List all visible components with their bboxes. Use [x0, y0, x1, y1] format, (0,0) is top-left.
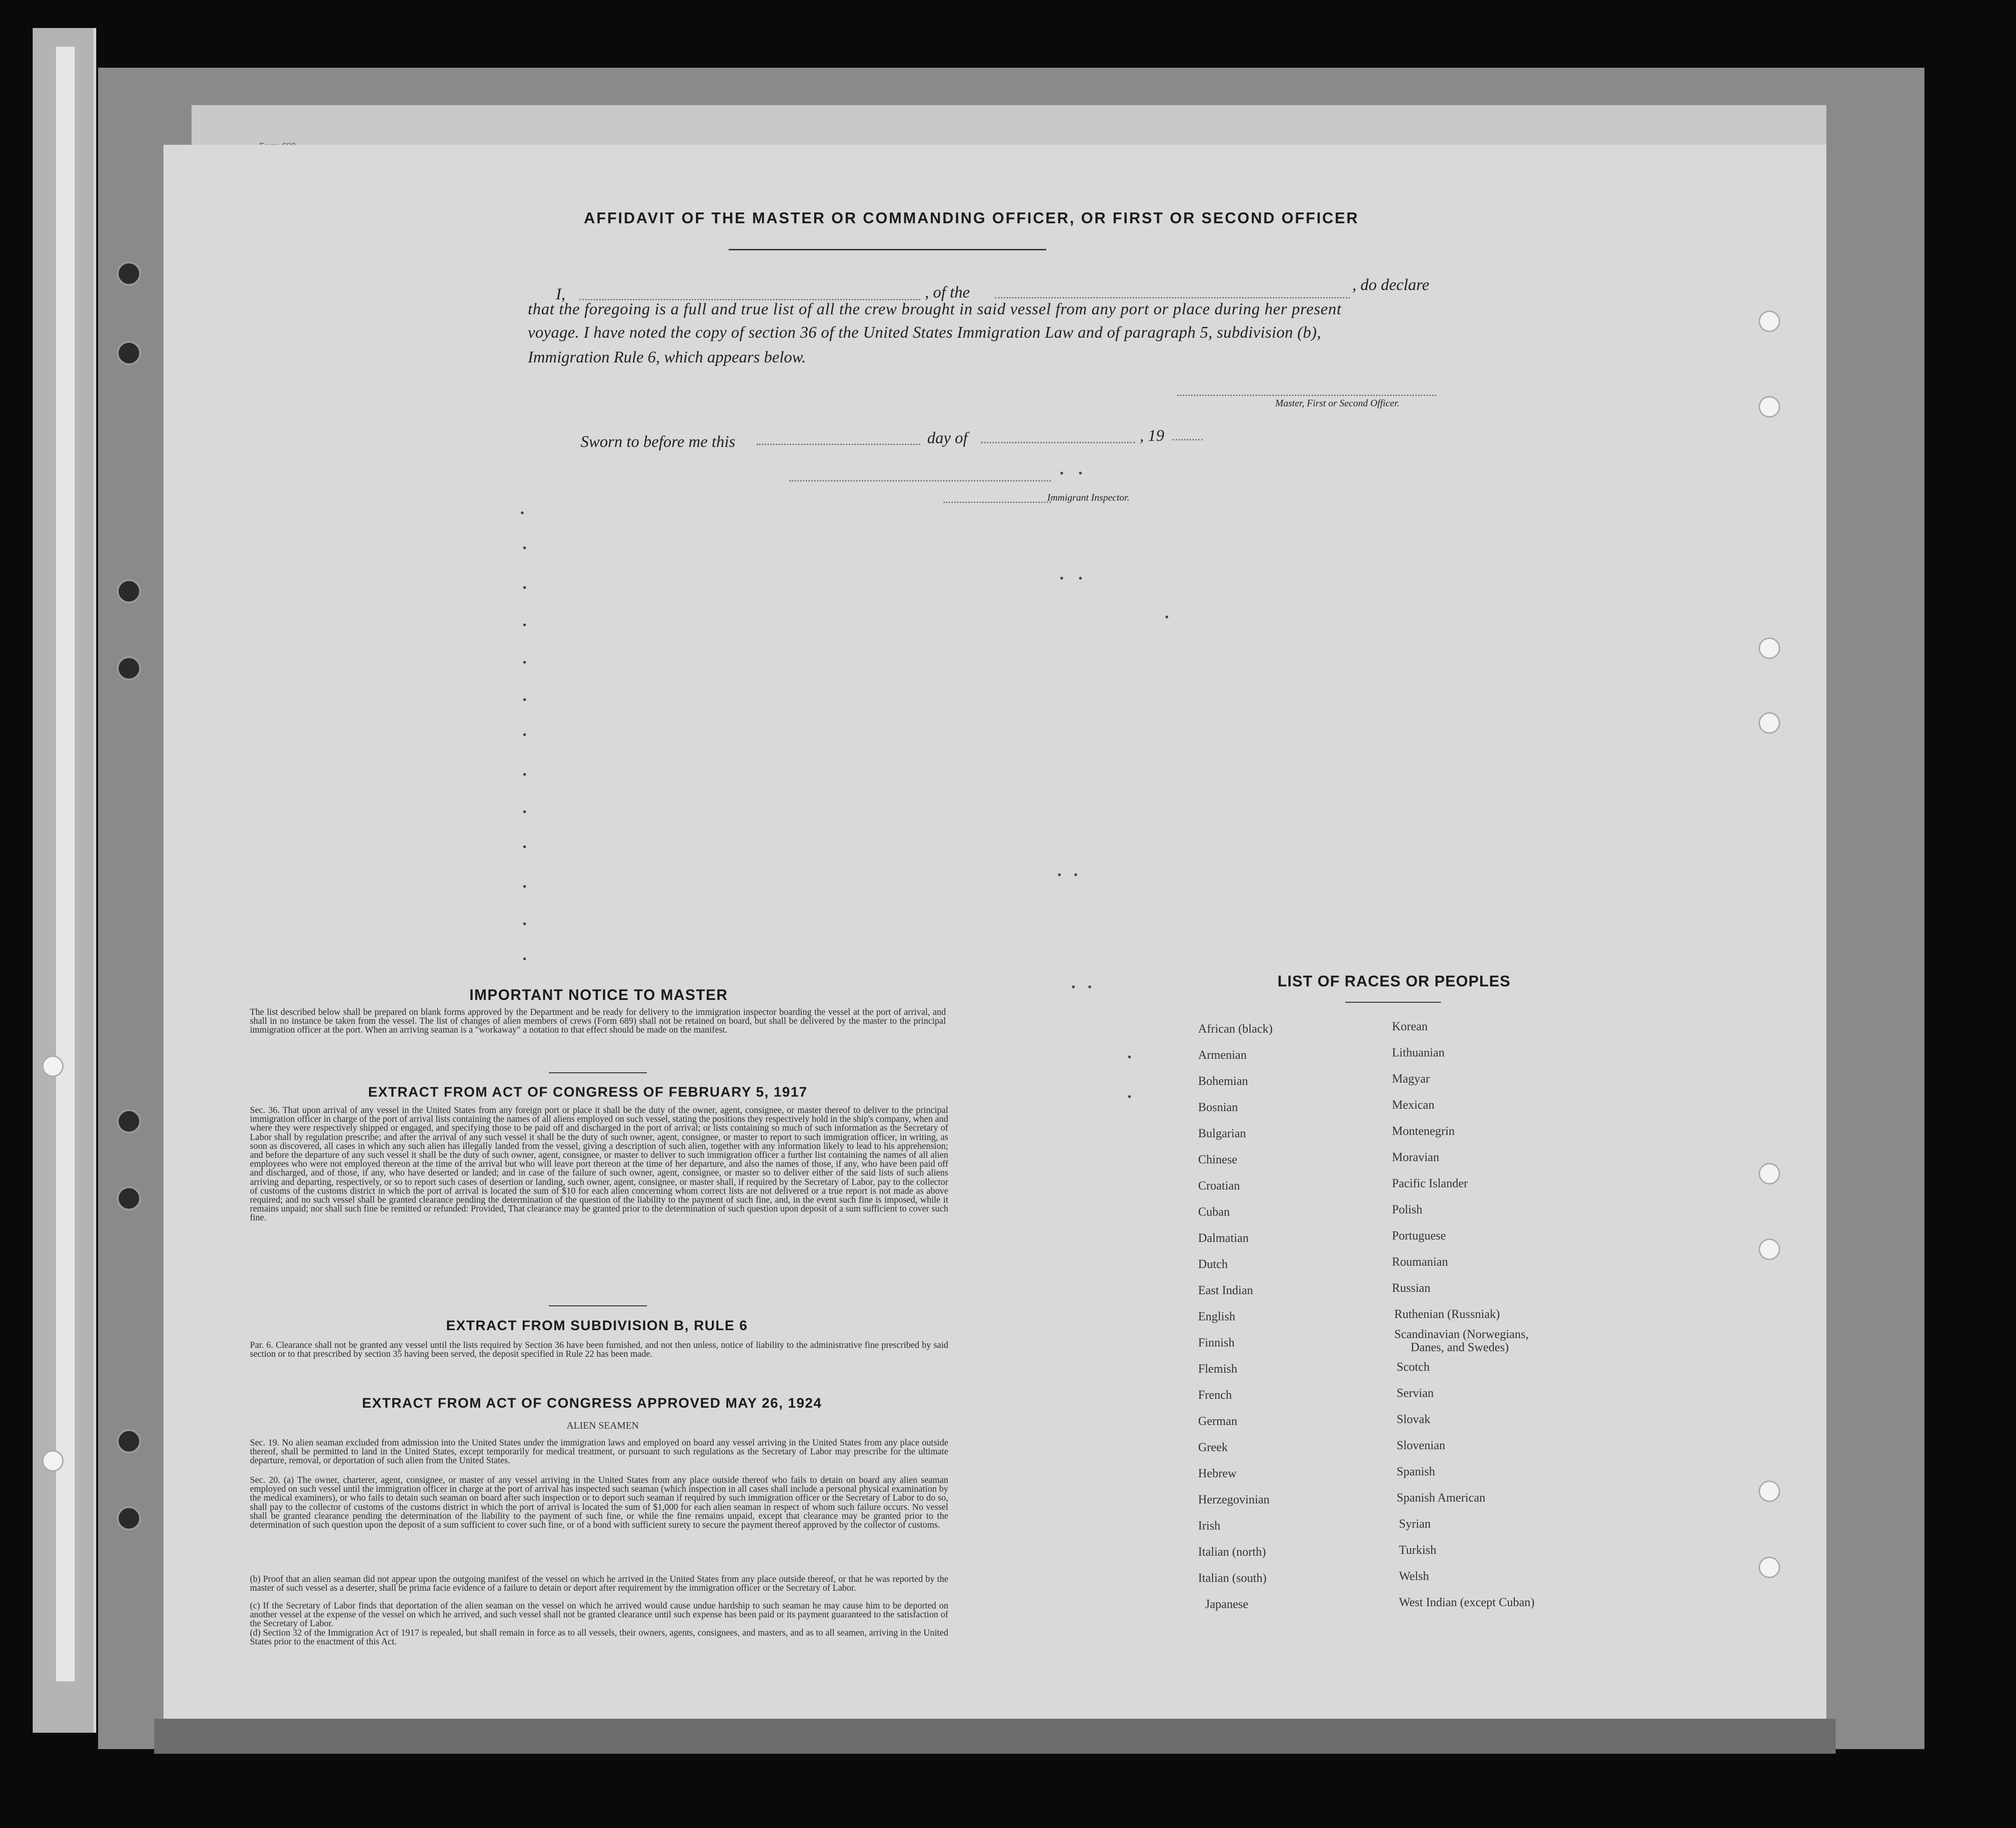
stray-mark [1079, 577, 1082, 580]
race-item: Lithuanian [1392, 1046, 1445, 1059]
binder-hole [42, 1450, 64, 1472]
race-item: Italian (north) [1198, 1545, 1266, 1559]
race-item: Roumanian [1392, 1255, 1448, 1268]
race-item: Armenian [1198, 1048, 1247, 1062]
race-item: Italian (south) [1198, 1571, 1267, 1585]
binder-hole [117, 656, 141, 680]
page-hole [1759, 712, 1780, 734]
vessel-blank [995, 297, 1350, 298]
race-item: Moravian [1392, 1150, 1440, 1164]
extract-rule6-body: Par. 6. Clearance shall not be granted any vessel until the lists required by Section 36 have been furnished, and not then unless, notice of liability to the administrative fine prescribed by said section or to that prescribed by section 35 having been served, the deposit specified in Rule 22 has been made. [250, 1340, 948, 1360]
race-item: Servian [1397, 1386, 1434, 1400]
race-item: African (black) [1198, 1022, 1273, 1035]
stray-mark [523, 546, 526, 549]
race-item: West Indian (except Cuban) [1399, 1595, 1535, 1609]
race-item: Flemish [1198, 1362, 1237, 1375]
stray-mark [523, 885, 526, 888]
month-blank [981, 442, 1135, 443]
stray-mark [523, 810, 526, 813]
race-item: Slovak [1397, 1412, 1431, 1426]
page-hole [1759, 1481, 1780, 1502]
extract-1924-subtitle: ALIEN SEAMEN [567, 1420, 639, 1431]
notice-title: IMPORTANT NOTICE TO MASTER [469, 986, 728, 1003]
day-blank [757, 444, 920, 445]
race-item: East Indian [1198, 1283, 1253, 1297]
extract-1924-sec20: Sec. 20. (a) The owner, charterer, agent, consignee, or master of any vessel arriving in the United States from any place outside thereof who fails to detain on board any alien seaman employed on such vessel until the immigration officer in charge at the port of arrival has inspected such seaman (which inspection in all cases shall include a personal physical examination by the medical examiners), or who fails to detain such seaman on board after such inspection or to deport such seaman if required by such immigration officer or the Secretary of Labor to do so, shall pay to the collector of customs of the customs district in which the port of arrival is located the sum of $1,000 for each alien seaman in respect of whom such failure occurs. No vessel shall be granted clearance pending the determination of the liability to the payment of such fine, or while the fine remains unpaid, except that clearance may be granted prior to the determination of such question upon the deposit of a sum sufficient to cover such fine, or of a bond with sufficient surety to secure the payment thereof approved by the collector of customs. [250, 1475, 948, 1530]
race-item: Russian [1392, 1281, 1431, 1295]
race-item: Bohemian [1198, 1074, 1248, 1088]
race-item: Hebrew [1198, 1467, 1237, 1480]
page-hole [1759, 396, 1780, 418]
races-title: LIST OF RACES OR PEOPLES [1278, 972, 1511, 990]
affidavit-i: I, [556, 285, 566, 303]
binder-hole [117, 1109, 141, 1134]
binder-hole [117, 1186, 141, 1211]
race-item: French [1198, 1388, 1232, 1402]
page-hole [1759, 1239, 1780, 1260]
page-hole [1759, 311, 1780, 332]
binder-hole [117, 1429, 141, 1453]
binder-hole [117, 341, 141, 365]
binder-hole [117, 579, 141, 603]
race-item: Spanish American [1397, 1491, 1485, 1504]
race-item: Portuguese [1392, 1229, 1446, 1242]
stray-mark [1058, 873, 1061, 876]
stray-mark [1088, 985, 1091, 988]
stray-mark [1060, 472, 1063, 475]
binder-bottom-edge [154, 1719, 1836, 1754]
race-item: Bulgarian [1198, 1127, 1246, 1140]
race-item: Dutch [1198, 1257, 1228, 1271]
extract-1924-sec20c: (c) If the Secretary of Labor finds that deportation of the alien seaman on the vessel on which he arrived would cause undue hardship to such seaman he may cause him to be deported on another vessel at the expense of the vessel on which he arrived, and such vessel shall not be granted clearance until such expense has been paid or its payment guaranteed to the satisfaction of the Secretary of Labor. [250, 1601, 948, 1629]
stray-mark [1060, 577, 1063, 580]
binder-hole [117, 1506, 141, 1530]
stray-mark [523, 733, 526, 736]
sworn-text: Sworn to before me this [581, 432, 736, 451]
extract-1924-title: EXTRACT FROM ACT OF CONGRESS APPROVED MAY 26, 1924 [362, 1396, 822, 1411]
race-item: German [1198, 1414, 1237, 1428]
year-blank [1172, 439, 1203, 440]
race-item: Magyar [1392, 1072, 1430, 1085]
stray-mark [523, 624, 526, 626]
stray-mark [523, 698, 526, 701]
race-item: Spanish [1397, 1465, 1435, 1478]
day-of: day of [927, 429, 968, 447]
page-hole [1759, 638, 1780, 659]
race-item: Scotch [1397, 1360, 1430, 1374]
race-item: Polish [1392, 1203, 1423, 1216]
affidavit-line2: that the foregoing is a full and true list of all the crew brought in said vessel from any port or place during her present [528, 300, 1342, 318]
race-item: Herzegovinian [1198, 1493, 1270, 1506]
extract-1924-sec20b: (b) Proof that an alien seaman did not appear upon the outgoing manifest of the vessel on which he arrived in the United States from any place outside thereof, or that he was reported by the master of such vessel as a deserter, shall be prima facie evidence of a failure to detain or deport after requirement by the immigration officer or the Secretary of Labor. [250, 1574, 948, 1594]
race-item: Montenegrin [1392, 1124, 1455, 1138]
extract-1917-body: Sec. 36. That upon arrival of any vessel in the United States from any foreign port or place it shall be the duty of the owner, agent, consignee, or master thereof to deliver to the principal immigration officer in charge of the port of arrival lists containing the names of all aliens employed on such vessel, stating the positions they respectively hold in the ship's company, when and where they were respectively shipped or engaged, and specifying those to be paid off and discharged in the port of arrival; or lists containing so much of such information as the Secretary of Labor shall by regulation prescribe; and after the arrival of any such vessel it shall be the duty of such owner, agent, consignee, or master to report to such immigration officer, in writing, as soon as discovered, all cases in which any such alien has illegally landed from the vessel, giving a description of such alien, together with any information likely to lead to his apprehension; and before the departure of any such vessel it shall be the duty of such owner, agent, consignee, or master to deliver to such immigration officer a further list containing the names of all alien employees who were not employed thereon at the time of the arrival but who will leave port thereon at the time of her departure, and also the names of those, if any, who have been paid off and discharged, and of those, if any, who have deserted or landed; and in case of the failure of such owner, agent, consignee, or master so to deliver either of the said lists of such aliens arriving and departing, respectively, or so to report such cases of desertion or landing, such owner, agent, consignee, or master shall, if required by the Secretary of Labor, pay to the collector of customs of the customs district in which the port of arrival is located the sum of $10 for each alien concerning whom correct lists are not delivered or a true report is not made as above required; and no such vessel shall be granted clearance pending the determination of the question of the liability to the payment of such fine, and, in the event such fine is imposed, while it remains unpaid; nor shall such fine be remitted or refunded: Provided, That clearance may be granted prior to the determination of such question upon deposit of a sum sufficient to cover such fine. [250, 1105, 948, 1223]
stray-mark [523, 922, 526, 925]
race-item: Irish [1198, 1519, 1221, 1532]
races-rule [1345, 1002, 1441, 1003]
affidavit-declare: , do declare [1352, 276, 1429, 294]
stray-mark [1128, 1095, 1131, 1098]
stray-mark [523, 586, 526, 589]
race-item: Croatian [1198, 1179, 1240, 1192]
race-item: Slovenian [1397, 1438, 1445, 1452]
affidavit-of-the: , of the [925, 283, 970, 301]
race-item: Scandinavian (Norwegians, [1394, 1327, 1529, 1341]
affidavit-line3: voyage. I have noted the copy of section 36 of the United States Immigration Law and of paragraph 5, subdivision (b), [528, 323, 1321, 341]
race-item: Syrian [1399, 1517, 1431, 1530]
race-item: Pacific Islander [1392, 1176, 1468, 1190]
extract-1924-sec19: Sec. 19. No alien seaman excluded from admission into the United States under the immigration laws and employed on board any vessel arriving in the United States from any place outside thereof, shall be permitted to land in the United States, except temporarily for medical treatment, or pursuant to such regulations as the Secretary of Labor may prescribe for the ultimate departure, removal, or deportation of such alien from the United States. [250, 1438, 948, 1466]
race-item: Greek [1198, 1440, 1228, 1454]
binder-hole [42, 1056, 64, 1077]
race-item: Turkish [1399, 1543, 1436, 1557]
stray-mark [1074, 873, 1077, 876]
year-prefix: , 19 [1140, 426, 1164, 445]
race-item: Danes, and Swedes) [1411, 1340, 1509, 1354]
page-hole [1759, 1163, 1780, 1184]
race-item: Welsh [1399, 1569, 1429, 1583]
stray-mark [523, 957, 526, 960]
binder-hole [117, 262, 141, 286]
notice-rule [549, 1072, 647, 1073]
binder-spine-highlight [56, 47, 75, 1681]
stray-mark [523, 845, 526, 848]
stray-mark [523, 773, 526, 776]
stray-mark [523, 661, 526, 664]
page-hole [1759, 1557, 1780, 1578]
race-item: Korean [1392, 1020, 1428, 1033]
stray-mark [1128, 1056, 1131, 1058]
stray-mark [521, 511, 524, 514]
affidavit-title: AFFIDAVIT OF THE MASTER OR COMMANDING OFFICER, OR FIRST OR SECOND OFFICER [584, 209, 1359, 227]
inspector-signature-blank [789, 480, 1051, 482]
master-signature-blank [1177, 395, 1436, 396]
race-item: Finnish [1198, 1336, 1235, 1349]
master-caption: Master, First or Second Officer. [1275, 397, 1399, 409]
extract-rule6-title: EXTRACT FROM SUBDIVISION B, RULE 6 [446, 1318, 748, 1333]
notice-body: The list described below shall be prepared on blank forms approved by the Department and be ready for delivery to the immigration inspector boarding the vessel at the port of arrival, and shall in no instance be taken from the vessel. The list of changes of alien members of crews (Form 689) shall not be retained on board, but shall be delivered by the master to the principal immigration officer at the port. When an arriving seaman is a "workaway" a notation to that effect should be made on the manifest. [250, 1007, 946, 1035]
stray-mark [1165, 616, 1168, 618]
race-item: Japanese [1205, 1597, 1249, 1611]
inspector-caption: Immigrant Inspector. [1047, 492, 1130, 503]
title-rule [729, 249, 1046, 250]
race-item: Chinese [1198, 1153, 1237, 1166]
race-item: English [1198, 1310, 1235, 1323]
race-item: Bosnian [1198, 1100, 1238, 1114]
stray-mark [1072, 985, 1075, 988]
race-item: Ruthenian (Russniak) [1394, 1307, 1500, 1321]
race-item: Dalmatian [1198, 1231, 1249, 1245]
extract-1924-sec20d: (d) Section 32 of the Immigration Act of 1917 is repealed, but shall remain in force as to all vessels, their owners, agents, consignees, and masters, and as to all seamen, arriving in the United States prior to the enactment of this Act. [250, 1628, 948, 1647]
race-item: Cuban [1198, 1205, 1230, 1219]
inspector-caption-leader [944, 502, 1051, 503]
race-item: Mexican [1392, 1098, 1434, 1112]
affidavit-line4: Immigration Rule 6, which appears below. [528, 348, 806, 366]
extract-1917-rule [549, 1305, 647, 1306]
extract-1917-title: EXTRACT FROM ACT OF CONGRESS OF FEBRUARY 5, 1917 [368, 1084, 808, 1100]
stray-mark [1079, 472, 1082, 475]
